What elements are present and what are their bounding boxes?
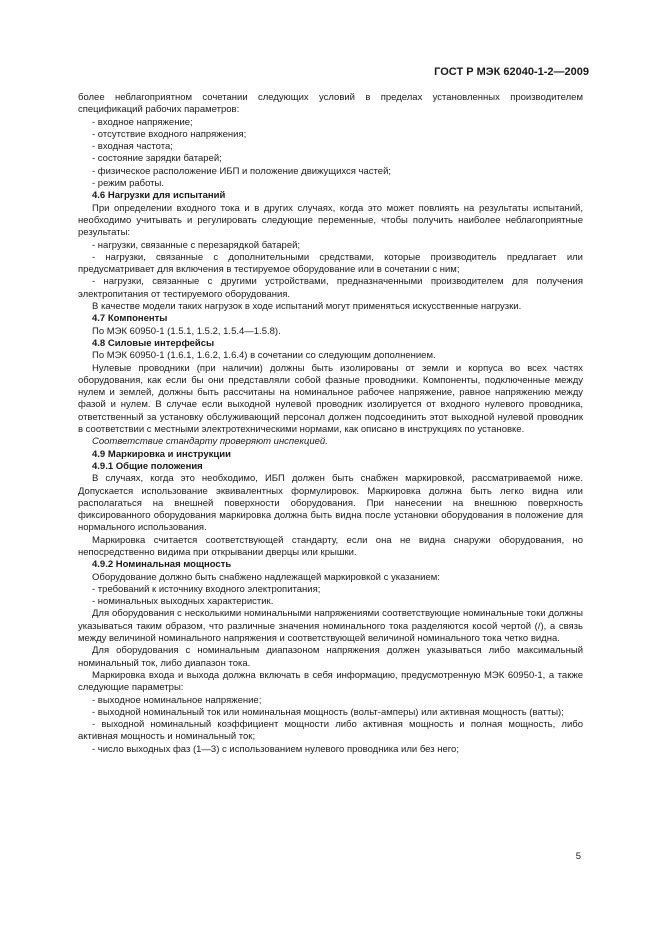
paragraph: - число выходных фаз (1—3) с использованием нулевого проводника или без него;	[92, 743, 459, 755]
paragraph: - выходной номинальный коэффициент мощности либо активная мощность и полная мощность, либо активная мощность и номинальный ток;	[78, 719, 583, 743]
paragraph: - физическое расположение ИБП и положение движущихся частей;	[92, 165, 392, 177]
paragraph: - номинальных выходных характеристик.	[92, 596, 274, 608]
paragraph: - выходной номинальный ток или номинальная мощность (вольт-амперы) или активная мощность (ватты);	[92, 706, 564, 718]
paragraph: Для оборудования с номинальным диапазоном напряжения должен указываться либо максимальный номинальный ток, либо диапазон тока.	[78, 645, 583, 669]
paragraph: Маркировка считается соответствующей стандарту, если она не видна снаружи оборудования, но непосредственно видима при открывании дверцы или крышки.	[78, 534, 583, 558]
paragraph: Оборудование должно быть снабжено надлежащей маркировкой с указанием:	[92, 571, 440, 583]
paragraph: - режим работы.	[92, 178, 164, 190]
paragraph: В качестве модели таких нагрузок в ходе испытаний могут применяться искусственные нагрузки.	[92, 301, 522, 313]
paragraph: - отсутствие входного напряжения;	[92, 128, 247, 140]
paragraph: - требований к источнику входного электропитания;	[92, 583, 321, 595]
paragraph: В случаях, когда это необходимо, ИБП должен быть снабжен маркировкой, рассматриваемой ниже. Допускается использование эквивалентных формулировок. Маркировка должна быть легко видна или располагаться на внешней поверхности оборудования. При нанесении на внешнюю поверхность фиксированного оборудования маркировка должна быть видна после установки оборудования в положение для нормального использования.	[78, 473, 583, 534]
section-heading: 4.9.1 Общие положения	[92, 460, 203, 472]
page-body	[78, 92, 583, 756]
paragraph: Соответствие стандарту проверяют инспекцией.	[92, 436, 328, 448]
paragraph: - входная частота;	[92, 141, 173, 153]
paragraph: - выходное номинальное напряжение;	[92, 694, 262, 706]
paragraph: По МЭК 60950-1 (1.6.1, 1.6.2, 1.6.4) в сочетании со следующим дополнением.	[92, 350, 436, 362]
document-header: ГОСТ Р МЭК 62040-1-2—2009	[434, 66, 589, 78]
paragraph: По МЭК 60950-1 (1.5.1, 1.5.2, 1.5.4—1.5.8).	[92, 325, 281, 337]
section-heading: 4.9 Маркировка и инструкции	[92, 448, 231, 460]
section-heading: 4.8 Силовые интерфейсы	[92, 337, 215, 349]
paragraph: - входное напряжение;	[92, 116, 193, 128]
page-number: 5	[575, 851, 581, 862]
paragraph: Нулевые проводники (при наличии) должны быть изолированы от земли и корпуса во всех частях оборудования, как если бы они представляли собой фазные проводники. Компоненты, подключенные между нулем и землей, должны быть рассчитаны на номинальное рабочее напряжение, равное напряжению между фазой и нулем. В случае если выходной нулевой проводник изолируется от входного нулевого проводника, ответственный за установку обслуживающий персонал должен подсоединить этот выходной нулевой проводник в соответствии с местными электротехническими нормами, как описано в инструкциях по установке.	[78, 362, 583, 436]
paragraph: - нагрузки, связанные с другими устройствами, предназначенными производителем для получения электропитания от тестируемого оборудования.	[78, 276, 583, 300]
paragraph: - нагрузки, связанные с дополнительными средствами, которые производитель предлагает или предусматривает для включения в тестируемое оборудование или в сочетании с ним;	[78, 251, 583, 276]
paragraph: При определении входного тока и в других случаях, когда это может повлиять на результаты испытаний, необходимо учитывать и регулировать следующие переменные, чтобы получить наиболее неблагоприятные результаты:	[78, 202, 583, 239]
paragraph: Для оборудования с несколькими номинальными напряжениями соответствующие номинальные токи должны указываться таким образом, что различные значения номинального тока разделяются косой чертой (/), а связь между величиной номинального напряжения и соответствующей величиной номинального тока четко видна.	[78, 608, 583, 645]
paragraph: более неблагоприятном сочетании следующих условий в пределах установленных производителем спецификаций рабочих параметров:	[78, 92, 583, 116]
paragraph: - состояние зарядки батарей;	[92, 153, 222, 165]
paragraph: - нагрузки, связанные с перезарядкой батарей;	[92, 239, 301, 251]
section-heading: 4.9.2 Номинальная мощность	[92, 559, 232, 571]
section-heading: 4.7 Компоненты	[92, 313, 168, 325]
section-heading: 4.6 Нагрузки для испытаний	[92, 190, 226, 202]
paragraph: Маркировка входа и выхода должна включать в себя информацию, предусмотренную МЭК 60950-1, а также следующие параметры:	[78, 669, 583, 694]
